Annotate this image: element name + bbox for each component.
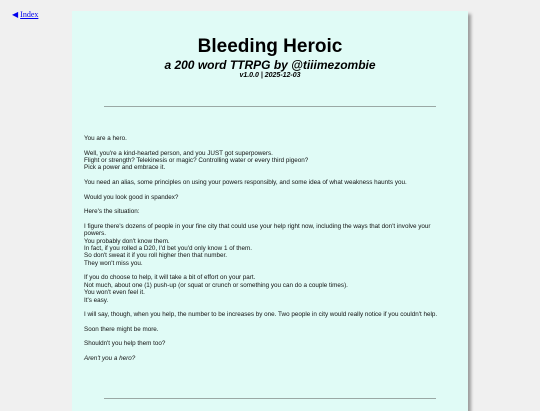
paragraph <box>84 194 454 201</box>
text-line: Soon there might be more. <box>84 325 159 333</box>
text-line: You won't even feel it. <box>84 289 145 297</box>
paragraph <box>84 340 454 347</box>
text-line: Aren't you a hero? <box>84 355 136 362</box>
text-line: It's easy. <box>84 296 109 304</box>
text-line: I will say, though, when you help, the number to be increases by one. Two people in city would really notice if you couldn't help. <box>84 311 438 319</box>
text-line: You need an alias, some principles on using your powers responsibly, and some idea of what weakness haunts you. <box>84 179 407 186</box>
version-info: v1.0.0 | 2025-12-03 <box>239 72 301 79</box>
back-to-index-link[interactable] <box>12 10 38 19</box>
text-line: Well, you're a kind-hearted person, and you JUST got superpowers. <box>84 149 273 157</box>
paragraph <box>84 179 454 186</box>
text-line: Would you look good in spandex? <box>84 193 179 201</box>
text-line: So don't sweat it if you roll higher then that number. <box>84 252 227 260</box>
paragraph <box>84 135 454 142</box>
paragraph <box>84 208 454 215</box>
text-line: You are a hero. <box>84 135 127 142</box>
paragraph <box>84 311 454 318</box>
top-divider <box>104 106 436 107</box>
paragraph <box>84 326 454 333</box>
paragraph <box>84 355 454 362</box>
page-subtitle: a 200 word TTRPG by @tiiimezombie <box>164 58 376 72</box>
text-line: Here's the situation: <box>84 208 140 216</box>
text-line: Flight or strength? Telekinesis or magic? Controlling water or every third pigeon? <box>84 157 309 164</box>
paragraph <box>84 150 454 172</box>
bottom-divider <box>104 398 436 399</box>
text-line: Pick a power and embrace it. <box>84 164 166 172</box>
back-link-label: Index <box>20 10 39 19</box>
back-arrow-icon: ◀ <box>12 10 19 19</box>
document-page <box>72 11 468 411</box>
text-line: You probably don't know them. <box>84 237 170 245</box>
text-line: They won't miss you. <box>84 259 143 267</box>
text-line: I figure there's dozens of people in your fine city that could use your help right now, including the ways that don't involve your powers. <box>84 222 431 238</box>
page-title: Bleeding Heroic <box>197 36 343 57</box>
text-line: Not much, about one (1) push-up (or squat or crunch or something you can do a couple times). <box>84 281 348 289</box>
paragraph <box>84 223 454 267</box>
rules-text <box>84 135 454 370</box>
paragraph <box>84 274 454 304</box>
text-line: Shouldn't you help them too? <box>84 340 166 348</box>
text-line: In fact, if you rolled a D20, I'd bet you'd only know 1 of them. <box>84 245 252 252</box>
text-line: If you do choose to help, it will take a bit of effort on your part. <box>84 274 256 282</box>
